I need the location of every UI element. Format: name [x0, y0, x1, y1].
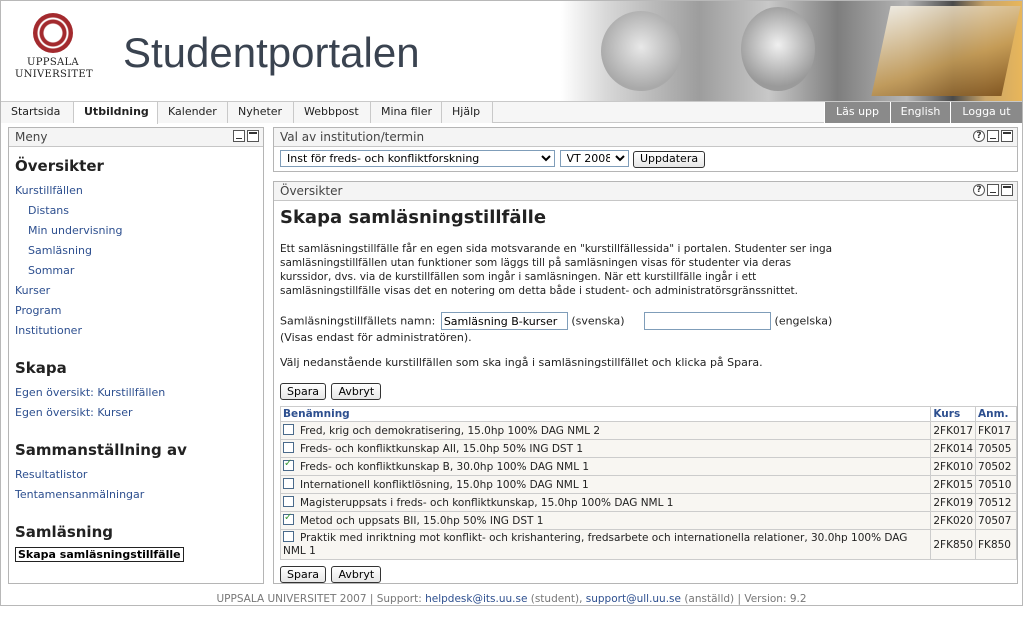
- table-row: [281, 422, 1017, 440]
- course-name: Magisteruppsats i freds- och konfliktkunskap, 15.0hp 100% DAG NML 1: [300, 497, 674, 509]
- maximize-icon[interactable]: [1001, 130, 1013, 142]
- helpdesk-email-link[interactable]: helpdesk@its.uu.se: [425, 593, 528, 605]
- course-code: 2FK020: [931, 512, 976, 530]
- table-row: [281, 440, 1017, 458]
- bottom-action-buttons: [280, 566, 1011, 583]
- name-row: [280, 312, 1011, 330]
- logout-button[interactable]: Logga ut: [950, 102, 1022, 123]
- course-note: 70502: [976, 458, 1017, 476]
- course-name-cell: [281, 530, 931, 560]
- maximize-icon[interactable]: [1001, 184, 1013, 196]
- menu-panel-title: Meny: [15, 130, 48, 144]
- footer-version: (anställd) | Version: 9.2: [680, 593, 807, 605]
- menu-heading-sammanstallning: Sammanställning av: [15, 441, 187, 459]
- menu-item-institutioner[interactable]: Institutioner: [15, 324, 82, 337]
- university-logo[interactable]: [15, 13, 91, 81]
- menu-item-resultatlistor[interactable]: Resultatlistor: [15, 468, 88, 481]
- university-seal-icon: [33, 13, 73, 53]
- course-code: 2FK010: [931, 458, 976, 476]
- name-swedish-input[interactable]: [441, 312, 568, 330]
- menu-item-egen-oversikt-kurstillfallen[interactable]: Egen översikt: Kurstillfällen: [15, 386, 166, 399]
- menu-item-distans[interactable]: Distans: [28, 204, 70, 217]
- course-code: 2FK017: [931, 422, 976, 440]
- student-photo-1: [601, 11, 681, 91]
- menu-heading-oversikter: Översikter: [15, 157, 104, 175]
- table-row: [281, 530, 1017, 560]
- course-table: [280, 406, 1017, 560]
- course-code: 2FK850: [931, 530, 976, 560]
- table-row: [281, 476, 1017, 494]
- institution-term-panel: [273, 127, 1018, 172]
- footer-org: UPPSALA UNIVERSITET 2007 | Support:: [216, 593, 426, 605]
- institution-panel-header: [274, 128, 1017, 147]
- top-action-buttons: [280, 383, 1011, 400]
- course-name-cell: [281, 476, 931, 494]
- update-button[interactable]: Uppdatera: [633, 151, 705, 168]
- maximize-icon[interactable]: [247, 130, 259, 142]
- column-header-kurs[interactable]: Kurs: [931, 407, 976, 422]
- course-note: 70505: [976, 440, 1017, 458]
- overview-panel-header: [274, 182, 1017, 201]
- tab-mina-filer[interactable]: Mina filer: [371, 102, 442, 123]
- overview-content: [274, 207, 1017, 583]
- name-english-input[interactable]: [644, 312, 771, 330]
- intro-text: Ett samläsningstillfälle får en egen sida motsvarande en "kurstillfällessida" i portalen. Studenter ser inga samläsningstillfällen utan funktioner som läggs till på samläsningen visas för studenter via deras kurssidor, dvs. via de kurstillfällen som ingår i samläsningen. När ett kurstillfälle ingår i ett samläsningstillfälle visas det en notering om detta både i student- och administratörsgränssnittet.: [280, 243, 833, 297]
- menu-item-kurstillfallen[interactable]: Kurstillfällen: [15, 184, 83, 197]
- course-checkbox[interactable]: [283, 478, 294, 489]
- table-row: [281, 494, 1017, 512]
- site-header: [1, 1, 1022, 101]
- course-name-cell: [281, 494, 931, 512]
- column-header-name[interactable]: Benämning: [281, 407, 931, 422]
- course-checkbox[interactable]: [283, 442, 294, 453]
- page-title: Skapa samläsningstillfälle: [280, 207, 547, 228]
- menu-list: [9, 147, 263, 562]
- course-checkbox[interactable]: [283, 531, 294, 542]
- read-aloud-button[interactable]: Läs upp: [824, 102, 890, 123]
- help-icon[interactable]: ?: [973, 184, 985, 196]
- institution-panel-title: Val av institution/termin: [280, 130, 425, 144]
- overview-panel: [273, 181, 1018, 584]
- course-name: Freds- och konfliktkunskap AII, 15.0hp 50% ING DST 1: [300, 443, 584, 455]
- institution-select[interactable]: [280, 150, 555, 167]
- course-name-cell: [281, 440, 931, 458]
- course-name-cell: [281, 422, 931, 440]
- cancel-button[interactable]: Avbryt: [331, 383, 381, 400]
- tab-webbpost[interactable]: Webbpost: [294, 102, 371, 123]
- menu-item-tentamensanmalningar[interactable]: Tentamensanmälningar: [15, 488, 145, 501]
- menu-panel: [8, 127, 264, 584]
- language-english-button[interactable]: English: [890, 102, 950, 123]
- course-name-cell: [281, 458, 931, 476]
- course-name: Metod och uppsats BII, 15.0hp 50% ING DST 1: [300, 515, 544, 527]
- minimize-icon[interactable]: [987, 184, 999, 196]
- column-header-anm[interactable]: Anm.: [976, 407, 1017, 422]
- help-icon[interactable]: ?: [973, 130, 985, 142]
- term-select[interactable]: [560, 150, 629, 167]
- english-label: (engelska): [774, 314, 833, 328]
- site-title: Studentportalen: [123, 29, 420, 76]
- menu-item-min-undervisning[interactable]: Min undervisning: [28, 224, 123, 237]
- course-note: 70512: [976, 494, 1017, 512]
- page-footer: [0, 593, 1023, 605]
- course-note: FK850: [976, 530, 1017, 560]
- course-name: Freds- och konfliktkunskap B, 30.0hp 100% DAG NML 1: [300, 461, 590, 473]
- student-photo-2: [741, 7, 815, 91]
- tab-hjalp[interactable]: Hjälp: [442, 102, 493, 123]
- menu-heading-samlasning: Samläsning: [15, 523, 113, 541]
- cancel-button-bottom[interactable]: Avbryt: [331, 566, 381, 583]
- tab-kalender[interactable]: Kalender: [158, 102, 228, 123]
- main-navigation: [1, 101, 1022, 123]
- course-checkbox[interactable]: [283, 514, 294, 525]
- course-name: Fred, krig och demokratisering, 15.0hp 100% DAG NML 2: [300, 425, 601, 437]
- course-name: Praktik med inriktning mot konflikt- och krishantering, fredsarbete och internationella relationer, 30.0hp 100% DAG NML 1: [283, 532, 908, 557]
- menu-heading-skapa: Skapa: [15, 359, 67, 377]
- swedish-label: (svenska): [571, 314, 625, 328]
- save-button[interactable]: Spara: [280, 383, 326, 400]
- tab-utbildning[interactable]: Utbildning: [74, 102, 158, 124]
- course-code: 2FK015: [931, 476, 976, 494]
- support-email-link[interactable]: support@ull.uu.se: [585, 593, 681, 605]
- logo-line-1: UPPSALA: [27, 57, 79, 68]
- menu-item-samlasning[interactable]: Samläsning: [28, 244, 92, 257]
- course-name: Internationell konfliktlösning, 15.0hp 100% DAG NML 1: [300, 479, 589, 491]
- menu-item-program[interactable]: Program: [15, 304, 62, 317]
- name-label: Samläsningstillfällets namn:: [280, 314, 436, 328]
- course-note: FK017: [976, 422, 1017, 440]
- footer-student-label: (student),: [527, 593, 586, 605]
- save-button-bottom[interactable]: Spara: [280, 566, 326, 583]
- instruction-text: Välj nedanstående kurstillfällen som ska ingå i samläsningstillfället och klicka på Spara.: [280, 356, 763, 369]
- tab-nyheter[interactable]: Nyheter: [228, 102, 294, 123]
- table-row: [281, 512, 1017, 530]
- menu-item-egen-oversikt-kurser[interactable]: Egen översikt: Kurser: [15, 406, 133, 419]
- menu-item-skapa-samlasningstillfalle[interactable]: Skapa samläsningstillfälle: [15, 547, 184, 562]
- course-code: 2FK014: [931, 440, 976, 458]
- table-header-row: [281, 407, 1017, 422]
- admin-note: (Visas endast för administratören).: [280, 331, 472, 344]
- course-code: 2FK019: [931, 494, 976, 512]
- institution-controls: [274, 147, 1017, 168]
- minimize-icon[interactable]: [233, 130, 245, 142]
- course-note: 70507: [976, 512, 1017, 530]
- book-photo: [871, 6, 1020, 96]
- menu-panel-header: [9, 128, 263, 147]
- course-checkbox[interactable]: [283, 424, 294, 435]
- logo-line-2: UNIVERSITET: [15, 69, 93, 80]
- menu-item-sommar[interactable]: Sommar: [28, 264, 75, 277]
- menu-item-kurser[interactable]: Kurser: [15, 284, 51, 297]
- course-checkbox[interactable]: [283, 496, 294, 507]
- overview-panel-title: Översikter: [280, 184, 343, 198]
- header-photo: [561, 1, 1022, 101]
- table-row: [281, 458, 1017, 476]
- course-name-cell: [281, 512, 931, 530]
- course-note: 70510: [976, 476, 1017, 494]
- minimize-icon[interactable]: [987, 130, 999, 142]
- tab-startsida[interactable]: Startsida: [1, 102, 74, 123]
- course-checkbox[interactable]: [283, 460, 294, 471]
